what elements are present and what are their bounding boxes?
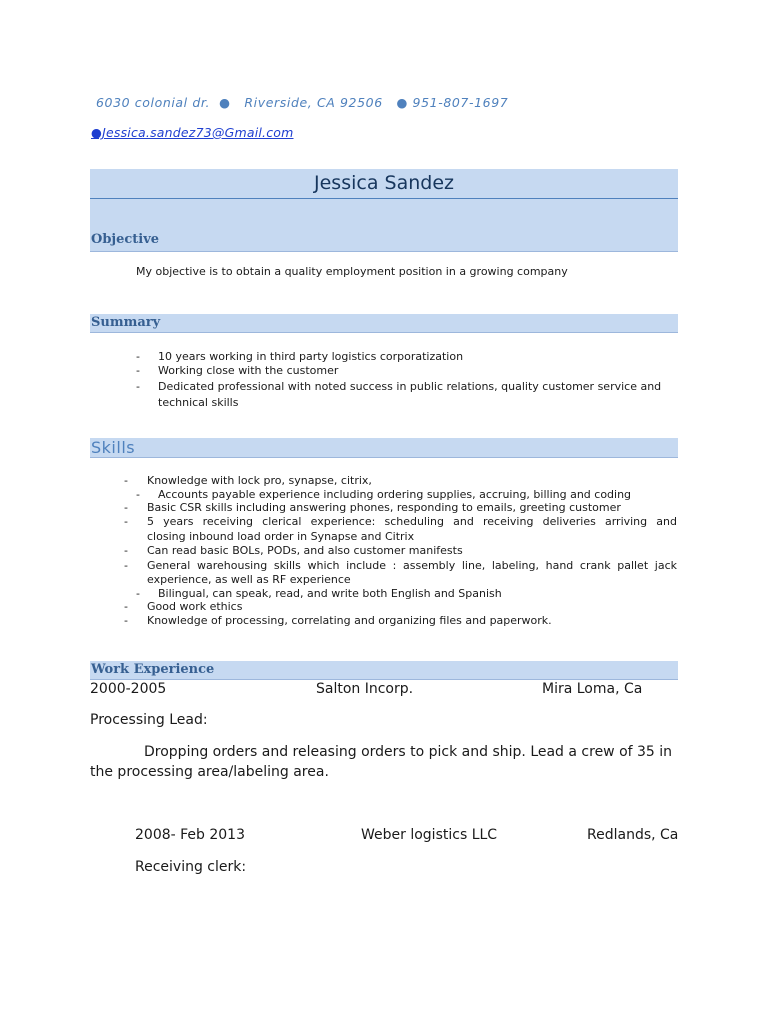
job-description-text: Dropping orders and releasing orders to pick and ship. Lead a crew of 35 in the processing area/labeling area. [90,744,673,780]
skills-item: Knowledge with lock pro, synapse, citrix, [147,474,372,487]
summary-dash: - [136,364,140,377]
job-description [90,742,680,782]
email-link[interactable]: ●Jessica.sandez73@Gmail.com [91,125,294,140]
skills-dash: - [124,474,128,487]
objective-text: My objective is to obtain a quality employment position in a growing company [136,265,568,278]
summary-heading: Summary [91,315,161,330]
skills-heading: Skills [91,438,136,457]
skills-item: Good work ethics [147,600,243,613]
summary-dash: - [136,380,140,393]
name-header-band [90,169,678,252]
job-location: Mira Loma, Ca [542,681,643,697]
skills-header-band [90,438,678,458]
skills-item: Accounts payable experience including ordering supplies, accruing, billing and coding [158,488,632,501]
job-title: Processing Lead: [90,712,208,728]
job-company: Salton Incorp. [316,681,414,697]
summary-header-band [90,314,678,333]
skills-dash: - [124,501,128,514]
summary-item-continuation: technical skills [158,396,239,409]
name-divider [90,198,678,199]
objective-heading: Objective [91,232,160,247]
skills-dash: - [124,614,128,627]
skills-item: General warehousing skills which include : assembly line, labeling, hand crank pallet jack [147,559,677,572]
job-title: Receiving clerk: [135,859,247,875]
skills-item-continuation: experience, as well as RF experience [147,573,351,586]
candidate-name: Jessica Sandez [314,172,454,194]
summary-dash: - [136,350,140,363]
job-dates: 2008- Feb 2013 [135,827,245,843]
skills-item: Knowledge of processing, correlating and organizing files and paperwork. [147,614,552,627]
skills-item: Can read basic BOLs, PODs, and also customer manifests [147,544,463,557]
job-location: Redlands, Ca [587,827,679,843]
skills-dash: - [124,600,128,613]
skills-item: 5 years receiving clerical experience: scheduling and receiving deliveries arriving and [147,515,677,528]
skills-dash: - [136,587,140,600]
skills-item-continuation: closing inbound load order in Synapse and Citrix [147,530,415,543]
work-experience-header-band [90,661,678,680]
work-experience-heading: Work Experience [91,662,215,677]
job-dates: 2000-2005 [90,681,167,697]
skills-item: Bilingual, can speak, read, and write both English and Spanish [158,587,502,600]
skills-dash: - [124,515,128,528]
skills-dash: - [124,544,128,557]
summary-item: Dedicated professional with noted success in public relations, quality customer service and [158,380,662,393]
job-company: Weber logistics LLC [361,827,498,843]
skills-dash: - [124,559,128,572]
skills-dash: - [136,488,140,501]
contact-line: 6030 colonial dr. ● Riverside, CA 92506 ● 951-807-1697 [96,95,509,110]
skills-item: Basic CSR skills including answering phones, responding to emails, greeting customer [147,501,621,514]
summary-item: 10 years working in third party logistics corporatization [158,350,464,363]
summary-item: Working close with the customer [158,364,339,377]
